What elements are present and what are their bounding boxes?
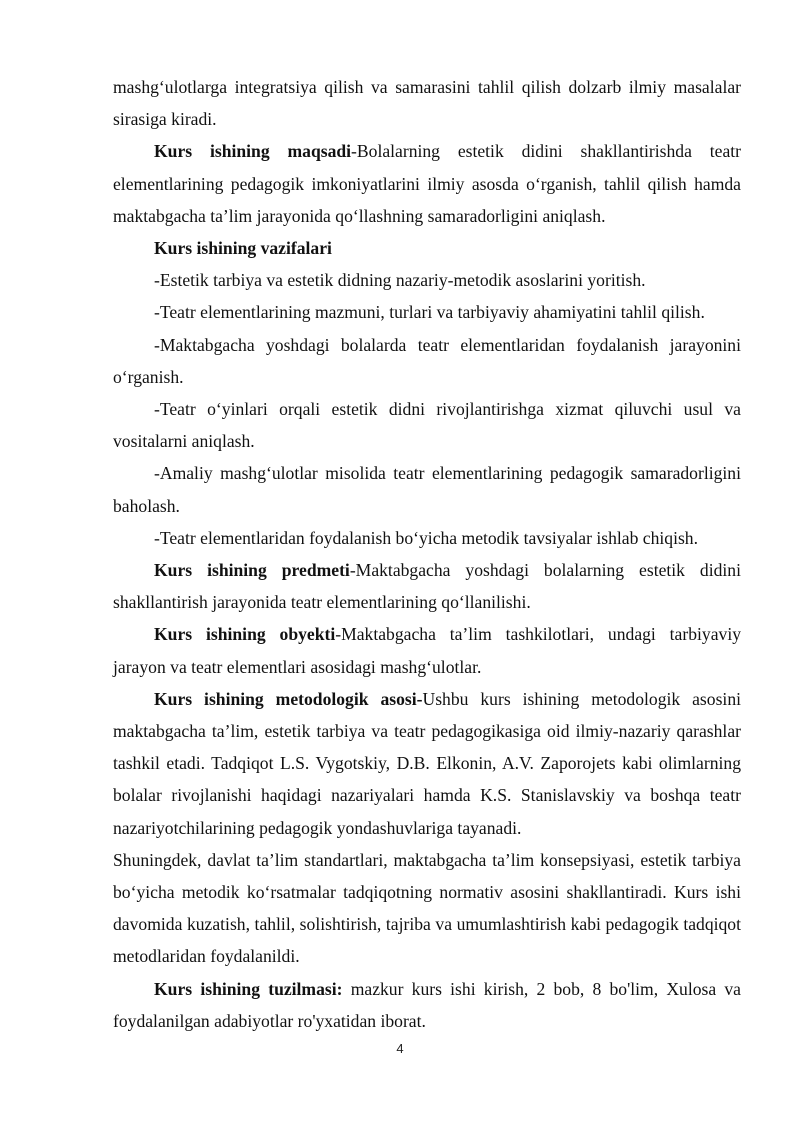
object-heading: Kurs ishining obyekti [154, 624, 336, 645]
structure-heading: Kurs ishining tuzilmasi: [154, 978, 343, 999]
task-item [113, 457, 741, 521]
paragraph-methodology [113, 683, 741, 844]
paragraph-text: mashg‘ulotlarga integratsiya qilish va samarasini tahlil qilish dolzarb ilmiy masalalar sirasiga kiradi. [113, 77, 741, 130]
paragraph-goal [113, 135, 741, 232]
page-number: 4 [396, 1041, 404, 1056]
goal-heading: Kurs ishining maqsadi [154, 141, 352, 162]
task-text: -Teatr elementlarining mazmuni, turlari va tarbiyaviy ahamiyatini tahlil qilish. [154, 302, 705, 323]
task-item [113, 329, 741, 393]
subject-heading: Kurs ishining predmeti [154, 560, 350, 581]
paragraph-methodology-continued [113, 844, 741, 973]
task-text: -Amaliy mashg‘ulotlar misolida teatr elementlarining pedagogik samaradorligini baholash. [113, 463, 741, 516]
task-item [113, 264, 741, 296]
task-text: -Teatr o‘yinlari orqali estetik didni rivojlantirishga xizmat qiluvchi usul va vositalarni aniqlash. [113, 399, 741, 452]
paragraph-intro-continuation [113, 71, 741, 135]
tasks-heading: Kurs ishining vazifalari [154, 238, 332, 259]
paragraph-text: Ushbu kurs ishining metodologik asosini maktabgacha ta’lim, estetik tarbiya va teatr pedagogikasiga oid ilmiy-nazariy qarashlar tashkil etadi. Tadqiqot L.S. Vygotskiy, D.B. Elkonin, A.V. Zaporojets kabi olimlarning bolalar rivojlanishi haqidagi nazariyalari hamda K.S. Stanislavskiy va boshqa teatr nazariyotchilarining pedagogik yondashuvlariga tayanadi. [113, 688, 741, 838]
task-text: -Teatr elementlaridan foydalanish bo‘yicha metodik tavsiyalar ishlab chiqish. [154, 527, 698, 548]
task-item [113, 522, 741, 554]
paragraph-text: -Bolalarning estetik didini shakllantirishda teatr elementlarining pedagogik imkoniyatlarini ilmiy asosda o‘rganish, tahlil qilish hamda maktabgacha ta’lim jarayonida qo‘llashning samaradorligini aniqlash. [113, 141, 742, 226]
task-item [113, 296, 741, 328]
task-text: -Maktabgacha yoshdagi bolalarda teatr elementlaridan foydalanish jarayonini o‘rganish. [113, 334, 741, 387]
paragraph-structure [113, 973, 741, 1037]
task-text: -Estetik tarbiya va estetik didning nazariy-metodik asoslarini yoritish. [154, 270, 646, 291]
page-body [113, 71, 741, 1037]
paragraph-subject [113, 554, 741, 618]
task-item [113, 393, 741, 457]
paragraph-object [113, 618, 741, 682]
paragraph-text: Shuningdek, davlat ta’lim standartlari, maktabgacha ta’lim konsepsiyasi, estetik tarbiya bo‘yicha metodik ko‘rsatmalar tadqiqotning normativ asosini shakllantiradi. Kurs ishi davomida kuzatish, tahlil, solishtirish, tajriba va umumlashtirish kabi pedagogik tadqiqot metodlaridan foydalanildi. [113, 849, 741, 967]
paragraph-text: -Maktabgacha yoshdagi bolalarning estetik didini shakllantirish jarayonida teatr elementlarining qo‘llanilishi. [113, 560, 741, 613]
paragraph-tasks-heading [113, 232, 741, 264]
methodology-heading: Kurs ishining metodologik asosi- [154, 688, 423, 709]
paragraph-text: mazkur kurs ishi kirish, 2 bob, 8 bo'lim, Xulosa va foydalanilgan adabiyotlar ro'yxatidan iborat. [113, 978, 741, 1031]
paragraph-text: -Maktabgacha ta’lim tashkilotlari, undagi tarbiyaviy jarayon va teatr elementlari asosidagi mashg‘ulotlar. [113, 624, 742, 677]
